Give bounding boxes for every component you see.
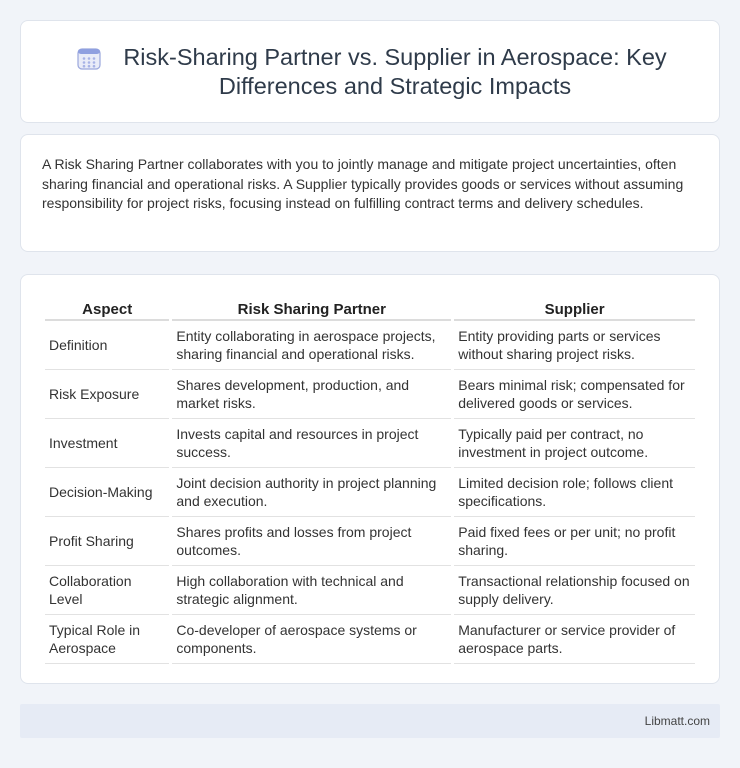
header-card <box>20 20 720 123</box>
table-row <box>45 517 695 566</box>
supplier-cell: Manufacturer or service provider of aerospace parts. <box>454 615 695 664</box>
table-row <box>45 370 695 419</box>
supplier-cell: Paid fixed fees or per unit; no profit sharing. <box>454 517 695 566</box>
risk-sharing-partner-cell: Shares development, production, and market risks. <box>172 370 451 419</box>
aspect-cell: Typical Role in Aerospace <box>45 615 169 664</box>
column-header-aspect: Aspect <box>45 295 169 321</box>
table-row <box>45 321 695 370</box>
comparison-table <box>42 295 698 664</box>
aspect-cell: Decision-Making <box>45 468 169 517</box>
table-row <box>45 468 695 517</box>
aspect-cell: Collaboration Level <box>45 566 169 615</box>
risk-sharing-partner-cell: Entity collaborating in aerospace projects, sharing financial and operational risks. <box>172 321 451 370</box>
risk-sharing-partner-cell: Shares profits and losses from project outcomes. <box>172 517 451 566</box>
intro-card <box>20 134 720 252</box>
table-row <box>45 615 695 664</box>
risk-sharing-partner-cell: Invests capital and resources in project success. <box>172 419 451 468</box>
calendar-grid-icon <box>77 48 101 70</box>
column-header-supplier: Supplier <box>454 295 695 321</box>
footer-site-link[interactable]: Libmatt.com <box>644 714 710 728</box>
table-row <box>45 566 695 615</box>
aspect-cell: Definition <box>45 321 169 370</box>
footer-bar <box>20 704 720 738</box>
supplier-cell: Entity providing parts or services without sharing project risks. <box>454 321 695 370</box>
supplier-cell: Transactional relationship focused on supply delivery. <box>454 566 695 615</box>
page-title: Risk-Sharing Partner vs. Supplier in Aerospace: Key Differences and Strategic Impacts <box>123 44 667 99</box>
supplier-cell: Typically paid per contract, no investment in project outcome. <box>454 419 695 468</box>
table-row <box>45 419 695 468</box>
aspect-cell: Profit Sharing <box>45 517 169 566</box>
risk-sharing-partner-cell: Joint decision authority in project planning and execution. <box>172 468 451 517</box>
supplier-cell: Bears minimal risk; compensated for delivered goods or services. <box>454 370 695 419</box>
aspect-cell: Risk Exposure <box>45 370 169 419</box>
risk-sharing-partner-cell: Co-developer of aerospace systems or components. <box>172 615 451 664</box>
comparison-table-card <box>20 274 720 684</box>
column-header-risk-sharing-partner: Risk Sharing Partner <box>172 295 451 321</box>
aspect-cell: Investment <box>45 419 169 468</box>
table-header-row <box>45 295 695 321</box>
intro-paragraph: A Risk Sharing Partner collaborates with you to jointly manage and mitigate project uncertainties, often sharing financial and operational risks. A Supplier typically provides goods or services without assuming responsibility for project risks, focusing instead on fulfilling contract terms and delivery schedules. <box>42 156 684 211</box>
supplier-cell: Limited decision role; follows client specifications. <box>454 468 695 517</box>
risk-sharing-partner-cell: High collaboration with technical and strategic alignment. <box>172 566 451 615</box>
